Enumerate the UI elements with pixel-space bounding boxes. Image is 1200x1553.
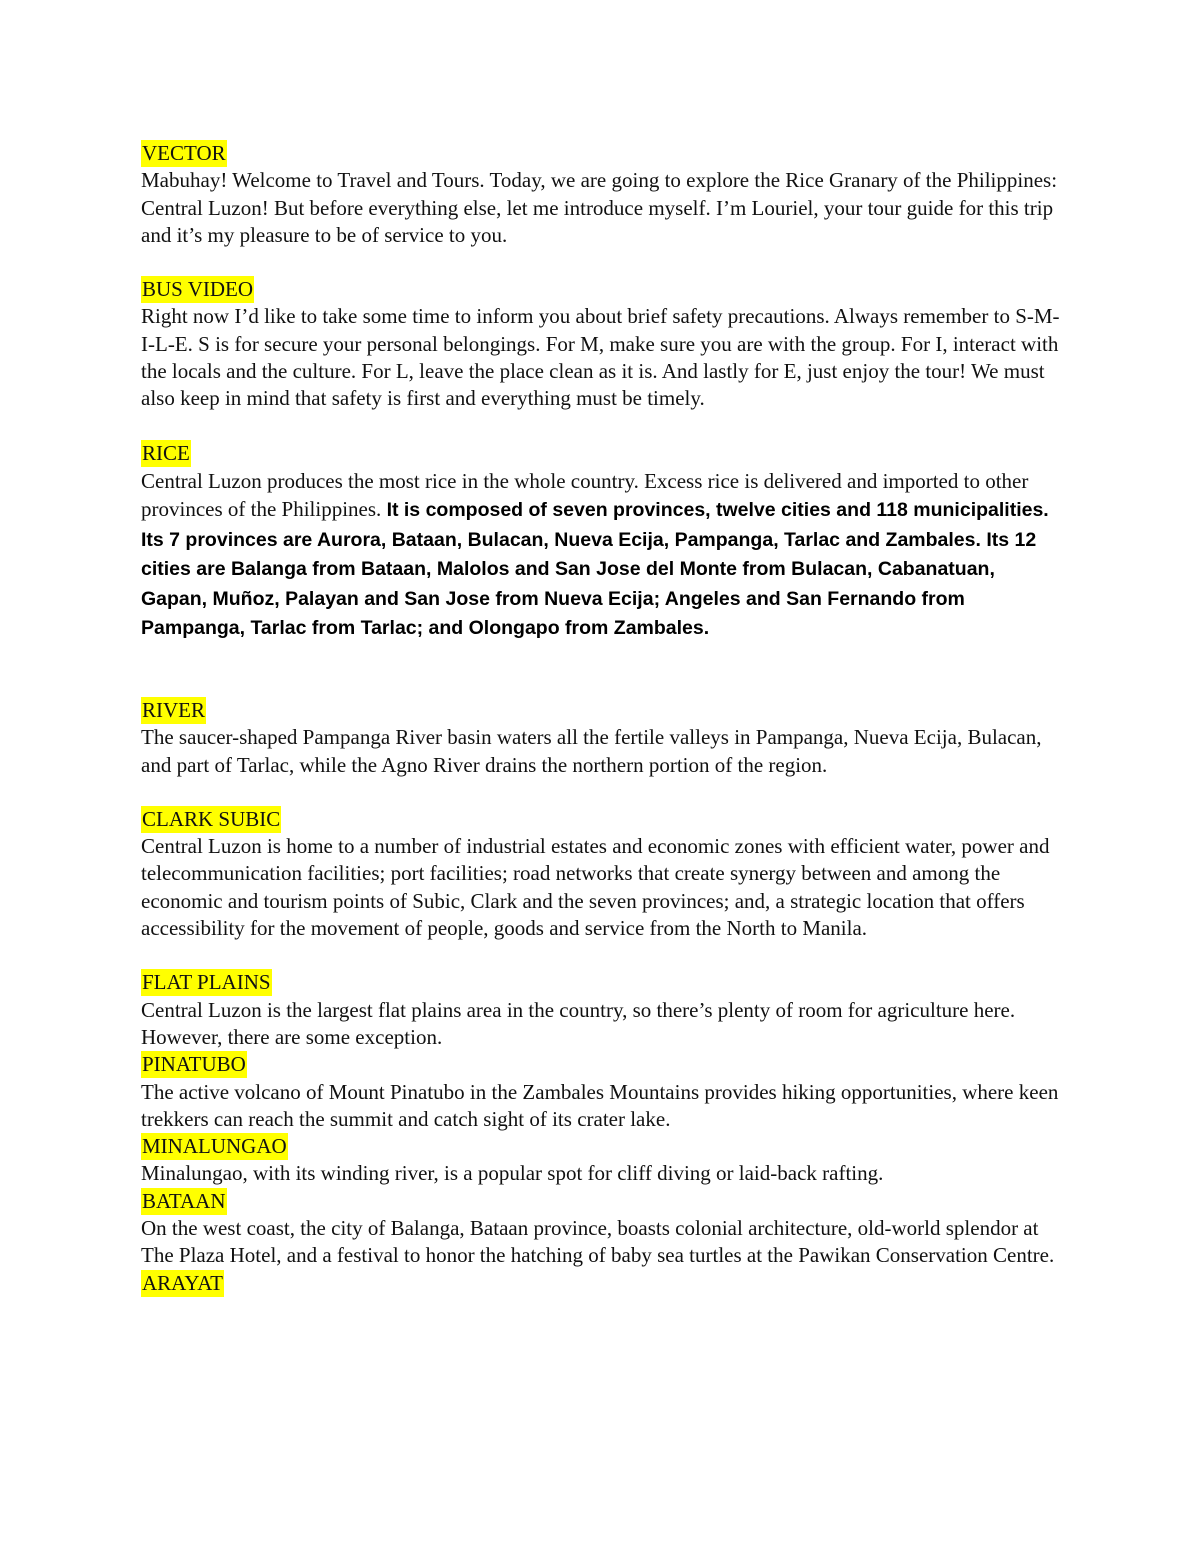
section-text-pinatubo: The active volcano of Mount Pinatubo in the Zambales Mountains provides hiking opportunities, where keen trekkers can reach the summit and catch sight of its crater lake. [141,1079,1059,1131]
section-flat-plains [141,969,1066,1051]
section-pinatubo [141,1051,1066,1133]
section-text-bataan: On the west coast, the city of Balanga, Bataan province, boasts colonial architecture, old-world splendor at The Plaza Hotel, and a festival to honor the hatching of baby sea turtles at the Pawikan Conservation Centre. [141,1216,1055,1268]
section-bus-video [141,276,1066,412]
rice-bold-text: It is composed of seven provinces, twelve cities and 118 municipalities. Its 7 provinces are Aurora, Bataan, Bulacan, Nueva Ecija, Pampanga, Tarlac and Zambales. Its 12 cities are Balanga from Bataan, Malolos and San Jose del Monte from Bulacan, Cabanatuan, Gapan, Muñoz, Palayan and San Jose from Nueva Ecija; Angeles and San Fernando from Pampanga, Tarlac from Tarlac; and Olongapo from Zambales. [141,499,1049,640]
section-bataan [141,1188,1066,1270]
section-rice [141,440,1066,643]
section-heading-minalungao: MINALUNGAO [142,1134,287,1159]
section-text-bus-video: Right now I’d like to take some time to inform you about brief safety precautions. Always remember to S-M-I-L-E. S is for secure your personal belongings. For M, make sure you are with the group. For I, interact with the locals and the culture. For L, leave the place clean as it is. And lastly for E, just enjoy the tour! We must also keep in mind that safety is first and everything must be timely. [141,304,1060,411]
section-river [141,697,1066,779]
section-text-vector: Mabuhay! Welcome to Travel and Tours. Today, we are going to explore the Rice Granary of the Philippines: Central Luzon! But before everything else, let me introduce myself. I’m Louriel, your tour guide for this trip and it’s my pleasure to be of service to you. [141,168,1058,247]
section-text-minalungao: Minalungao, with its winding river, is a popular spot for cliff diving or laid-back rafting. [141,1161,884,1186]
document-body [141,140,1066,1297]
section-clark-subic [141,806,1066,942]
section-vector [141,140,1066,249]
section-heading-arayat: ARAYAT [142,1270,223,1295]
section-heading-rice: RICE [142,440,190,465]
section-heading-clark-subic: CLARK SUBIC [142,806,281,831]
section-heading-flat-plains: FLAT PLAINS [142,970,271,995]
section-text-flat-plains: Central Luzon is the largest flat plains area in the country, so there’s plenty of room for agriculture here. However, there are some exception. [141,997,1016,1049]
section-text-river: The saucer-shaped Pampanga River basin waters all the fertile valleys in Pampanga, Nueva Ecija, Bulacan, and part of Tarlac, while the Agno River drains the northern portion of the region. [141,725,1042,777]
section-heading-river: RIVER [142,697,205,722]
section-text-rice [141,467,1066,643]
rice-plain-text: Central Luzon produces the most rice in the whole country. Excess rice is delivered and imported to other provinces of the Philippines. [141,468,1029,522]
section-heading-pinatubo: PINATUBO [142,1052,246,1077]
section-heading-bus-video: BUS VIDEO [142,277,254,302]
section-arayat [141,1270,1066,1297]
section-heading-vector: VECTOR [142,141,226,165]
section-text-clark-subic: Central Luzon is home to a number of industrial estates and economic zones with efficient water, power and telecommunication facilities; port facilities; road networks that create synergy between and among the economic and tourism points of Subic, Clark and the seven provinces; and, a strategic location that offers accessibility for the movement of people, goods and service from the North to Manila. [141,834,1050,941]
section-heading-bataan: BATAAN [142,1188,226,1213]
section-minalungao [141,1133,1066,1188]
